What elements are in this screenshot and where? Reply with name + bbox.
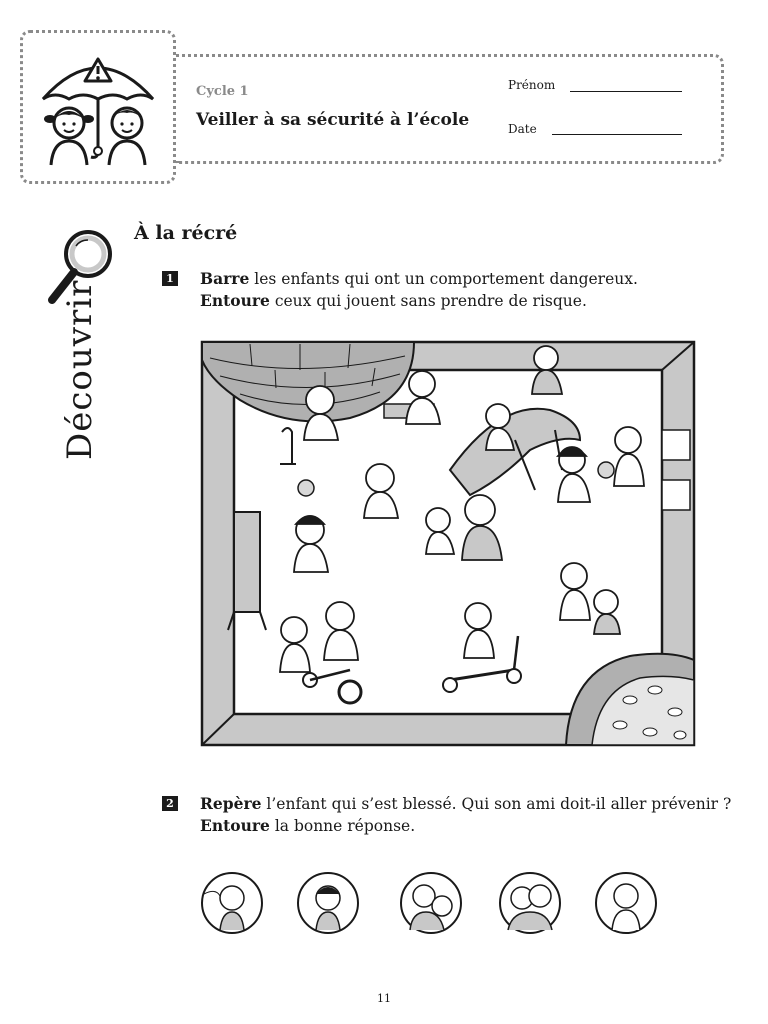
exercise-1-instructions	[200, 268, 638, 312]
answer-choice-3[interactable]	[401, 873, 461, 933]
instruction-line: Repère l’enfant qui s’est blessé. Qui son ami doit-il aller prévenir ?	[200, 794, 732, 813]
instruction-line: Barre les enfants qui ont un comportement dangereux.	[200, 269, 638, 288]
instruction-line: Entoure la bonne réponse.	[200, 816, 416, 835]
umbrella-children-icon	[23, 33, 173, 181]
cycle-label: Cycle 1	[196, 84, 249, 99]
first-name-label: Prénom	[508, 78, 556, 92]
date-label: Date	[508, 122, 537, 136]
playground-illustration[interactable]	[200, 340, 696, 747]
exercise-2-instructions	[200, 793, 731, 837]
answer-choice-1[interactable]	[202, 873, 262, 933]
exercise-number-badge: 2	[162, 796, 178, 811]
page-number: 11	[377, 992, 391, 1005]
exercise-number-badge: 1	[162, 271, 178, 286]
section-title: À la récré	[134, 222, 238, 244]
instruction-line: Entoure ceux qui jouent sans prendre de risque.	[200, 291, 587, 310]
unit-title: Veiller à sa sécurité à l’école	[196, 110, 470, 130]
answer-choice-4[interactable]	[500, 873, 560, 933]
side-label-discover: Découvrir	[60, 279, 100, 460]
answer-choices	[196, 868, 666, 938]
answer-choice-5[interactable]	[596, 873, 656, 933]
logo-frame	[20, 30, 176, 184]
answer-choice-2[interactable]	[298, 873, 358, 933]
first-name-field[interactable]	[570, 91, 682, 92]
header-frame	[176, 54, 724, 164]
date-field[interactable]	[552, 134, 682, 135]
